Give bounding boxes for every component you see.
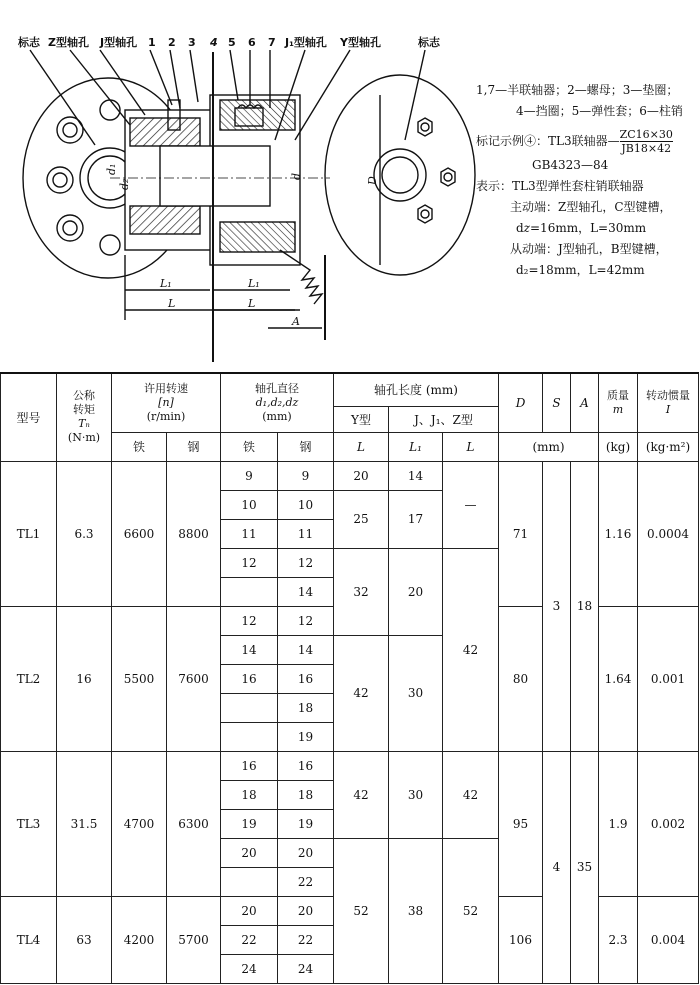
header-inertia: 转动惯量 I bbox=[638, 373, 699, 432]
header-len-jz: J、J₁、Z型 bbox=[389, 406, 499, 432]
torque: 31.5 bbox=[57, 751, 112, 896]
note-line-9: d₂=18mm，L=42mm bbox=[516, 263, 645, 277]
header-dia-iron: 铁 bbox=[221, 432, 278, 461]
note-line-3: 标记示例④：TL3联轴器 bbox=[476, 134, 608, 148]
outer-D: 106 bbox=[499, 896, 543, 983]
legend-notes bbox=[476, 80, 700, 281]
len-y: 42 bbox=[334, 635, 389, 751]
header-bore-diameter: 轴孔直径 d₁,d₂,d𝑧 (mm) bbox=[221, 373, 334, 432]
len-jz: 52 bbox=[443, 838, 499, 983]
bore-iron: 11 bbox=[221, 519, 278, 548]
dim-D: D bbox=[366, 176, 379, 185]
dim-A-value: 18 bbox=[571, 461, 599, 751]
speed-steel: 5700 bbox=[167, 896, 221, 983]
label-y-bore: Y型轴孔 bbox=[340, 36, 381, 49]
bore-iron: 12 bbox=[221, 548, 278, 577]
bore-steel: 14 bbox=[278, 577, 334, 606]
table-row bbox=[1, 461, 699, 490]
header-speed-steel: 钢 bbox=[167, 432, 221, 461]
note-line-5: 表示：TL3型弹性套柱销联轴器 bbox=[476, 179, 644, 193]
model-name: TL3 bbox=[1, 751, 57, 896]
label-j-bore: J型轴孔 bbox=[100, 36, 138, 49]
len-l1: 14 bbox=[389, 461, 443, 490]
bore-iron: 19 bbox=[221, 809, 278, 838]
note-line-1: 1,7—半联轴器；2—螺母；3—垫圈； bbox=[476, 83, 679, 97]
table-row bbox=[1, 751, 699, 780]
header-torque: 公称 转矩 Tₙ (N·m) bbox=[57, 373, 112, 461]
bore-steel: 16 bbox=[278, 664, 334, 693]
header-kgm2: (kg·m²) bbox=[638, 432, 699, 461]
dim-L1-right: L₁ bbox=[248, 277, 260, 290]
bore-steel: 24 bbox=[278, 954, 334, 983]
inertia: 0.004 bbox=[638, 896, 699, 983]
header-kg: (kg) bbox=[599, 432, 638, 461]
header-L: L bbox=[334, 432, 389, 461]
outer-D: 95 bbox=[499, 751, 543, 896]
bore-iron: 20 bbox=[221, 896, 278, 925]
bore-iron: 20 bbox=[221, 838, 278, 867]
bore-iron: 16 bbox=[221, 664, 278, 693]
label-part-1: 1 bbox=[148, 36, 156, 49]
outer-D: 71 bbox=[499, 461, 543, 606]
dim-d2: d₂ bbox=[118, 178, 131, 190]
bore-iron: 10 bbox=[221, 490, 278, 519]
header-speed-iron: 铁 bbox=[112, 432, 167, 461]
gap-S: 4 bbox=[543, 751, 571, 983]
bore-iron bbox=[221, 577, 278, 606]
model-name: TL4 bbox=[1, 896, 57, 983]
header-L1: L₁ bbox=[389, 432, 443, 461]
header-D: D bbox=[499, 373, 543, 432]
label-mark-right: 标志 bbox=[418, 36, 440, 49]
bore-steel: 18 bbox=[278, 780, 334, 809]
len-y: 20 bbox=[334, 461, 389, 490]
dim-A: A bbox=[292, 315, 300, 328]
label-part-5: 5 bbox=[228, 36, 236, 49]
mass: 1.9 bbox=[599, 751, 638, 896]
bore-steel: 10 bbox=[278, 490, 334, 519]
bore-steel: 12 bbox=[278, 548, 334, 577]
mass: 1.16 bbox=[599, 461, 638, 606]
bore-iron: 9 bbox=[221, 461, 278, 490]
header-mass: 质量 m bbox=[599, 373, 638, 432]
bore-steel: 22 bbox=[278, 867, 334, 896]
header-S: S bbox=[543, 373, 571, 432]
dim-L-right: L bbox=[248, 297, 256, 310]
len-jz: 42 bbox=[443, 751, 499, 838]
len-l1: 17 bbox=[389, 490, 443, 548]
bore-steel: 12 bbox=[278, 606, 334, 635]
header-model: 型号 bbox=[1, 373, 57, 461]
speed-iron: 4200 bbox=[112, 896, 167, 983]
speed-iron: 6600 bbox=[112, 461, 167, 606]
speed-iron: 5500 bbox=[112, 606, 167, 751]
len-l1: 38 bbox=[389, 838, 443, 983]
len-l1: 30 bbox=[389, 751, 443, 838]
inertia: 0.001 bbox=[638, 606, 699, 751]
torque: 63 bbox=[57, 896, 112, 983]
len-l1: 30 bbox=[389, 635, 443, 751]
note-line-2: 4—挡圈；5—弹性套；6—柱销 bbox=[516, 104, 683, 118]
marking-fraction: $\frac{ZC16\times 30}{JB18\times 42}$ bbox=[619, 128, 673, 155]
note-line-7: d𝑧=16mm，L=30mm bbox=[516, 221, 647, 235]
bore-steel: 11 bbox=[278, 519, 334, 548]
header-L-jz: L bbox=[443, 432, 499, 461]
label-mark-left: 标志 bbox=[18, 36, 40, 49]
dim-d: d bbox=[290, 172, 303, 180]
right-flange-view bbox=[325, 75, 475, 275]
bore-iron: 18 bbox=[221, 780, 278, 809]
len-y: 25 bbox=[334, 490, 389, 548]
inertia: 0.0004 bbox=[638, 461, 699, 606]
header-mm: (mm) bbox=[499, 432, 599, 461]
dim-L-left: L bbox=[168, 297, 176, 310]
bore-iron: 16 bbox=[221, 751, 278, 780]
label-part-7: 7 bbox=[268, 36, 276, 49]
header-speed: 许用转速 [n] (r/min) bbox=[112, 373, 221, 432]
label-part-3: 3 bbox=[188, 36, 196, 49]
bore-iron: 22 bbox=[221, 925, 278, 954]
bore-steel: 14 bbox=[278, 635, 334, 664]
len-jz: — bbox=[443, 461, 499, 548]
label-j1-bore: J₁型轴孔 bbox=[285, 36, 327, 49]
bore-iron bbox=[221, 693, 278, 722]
len-y: 52 bbox=[334, 838, 389, 983]
header-len-y: Y型 bbox=[334, 406, 389, 432]
header-dia-steel: 钢 bbox=[278, 432, 334, 461]
model-name: TL2 bbox=[1, 606, 57, 751]
marking-example: 标记示例④：TL3联轴器— $\frac{ZC16\times 30}{JB18\times 42}$ bbox=[476, 128, 673, 155]
bore-iron: 14 bbox=[221, 635, 278, 664]
bore-iron: 12 bbox=[221, 606, 278, 635]
note-line-4: GB4323—84 bbox=[532, 158, 609, 172]
bore-iron bbox=[221, 867, 278, 896]
bore-steel: 20 bbox=[278, 896, 334, 925]
dim-A-value: 35 bbox=[571, 751, 599, 983]
gap-S: 3 bbox=[543, 461, 571, 751]
header-A: A bbox=[571, 373, 599, 432]
label-part-4: 4 bbox=[210, 36, 218, 49]
inertia: 0.002 bbox=[638, 751, 699, 896]
bore-steel: 18 bbox=[278, 693, 334, 722]
bore-steel: 9 bbox=[278, 461, 334, 490]
len-y: 42 bbox=[334, 751, 389, 838]
speed-iron: 4700 bbox=[112, 751, 167, 896]
bore-steel: 22 bbox=[278, 925, 334, 954]
len-y: 32 bbox=[334, 548, 389, 635]
label-part-2: 2 bbox=[168, 36, 176, 49]
torque: 16 bbox=[57, 606, 112, 751]
torque: 6.3 bbox=[57, 461, 112, 606]
len-jz: 42 bbox=[443, 548, 499, 751]
header-bore-length: 轴孔长度 (mm) bbox=[334, 373, 499, 406]
mass: 2.3 bbox=[599, 896, 638, 983]
bore-iron: 24 bbox=[221, 954, 278, 983]
bore-steel: 20 bbox=[278, 838, 334, 867]
speed-steel: 6300 bbox=[167, 751, 221, 896]
bore-steel: 16 bbox=[278, 751, 334, 780]
dim-d1: d₁ bbox=[105, 163, 118, 175]
label-part-6: 6 bbox=[248, 36, 256, 49]
bore-steel: 19 bbox=[278, 722, 334, 751]
dim-L1-left: L₁ bbox=[160, 277, 172, 290]
coupling-spec-table bbox=[0, 372, 699, 984]
mass: 1.64 bbox=[599, 606, 638, 751]
speed-steel: 8800 bbox=[167, 461, 221, 606]
model-name: TL1 bbox=[1, 461, 57, 606]
len-l1: 20 bbox=[389, 548, 443, 635]
bore-iron bbox=[221, 722, 278, 751]
note-line-6: 主动端：Z型轴孔，C型键槽， bbox=[510, 200, 672, 214]
note-line-8: 从动端：J型轴孔，B型键槽， bbox=[510, 242, 668, 256]
outer-D: 80 bbox=[499, 606, 543, 751]
bore-steel: 19 bbox=[278, 809, 334, 838]
label-z-bore: Z型轴孔 bbox=[48, 36, 89, 49]
speed-steel: 7600 bbox=[167, 606, 221, 751]
